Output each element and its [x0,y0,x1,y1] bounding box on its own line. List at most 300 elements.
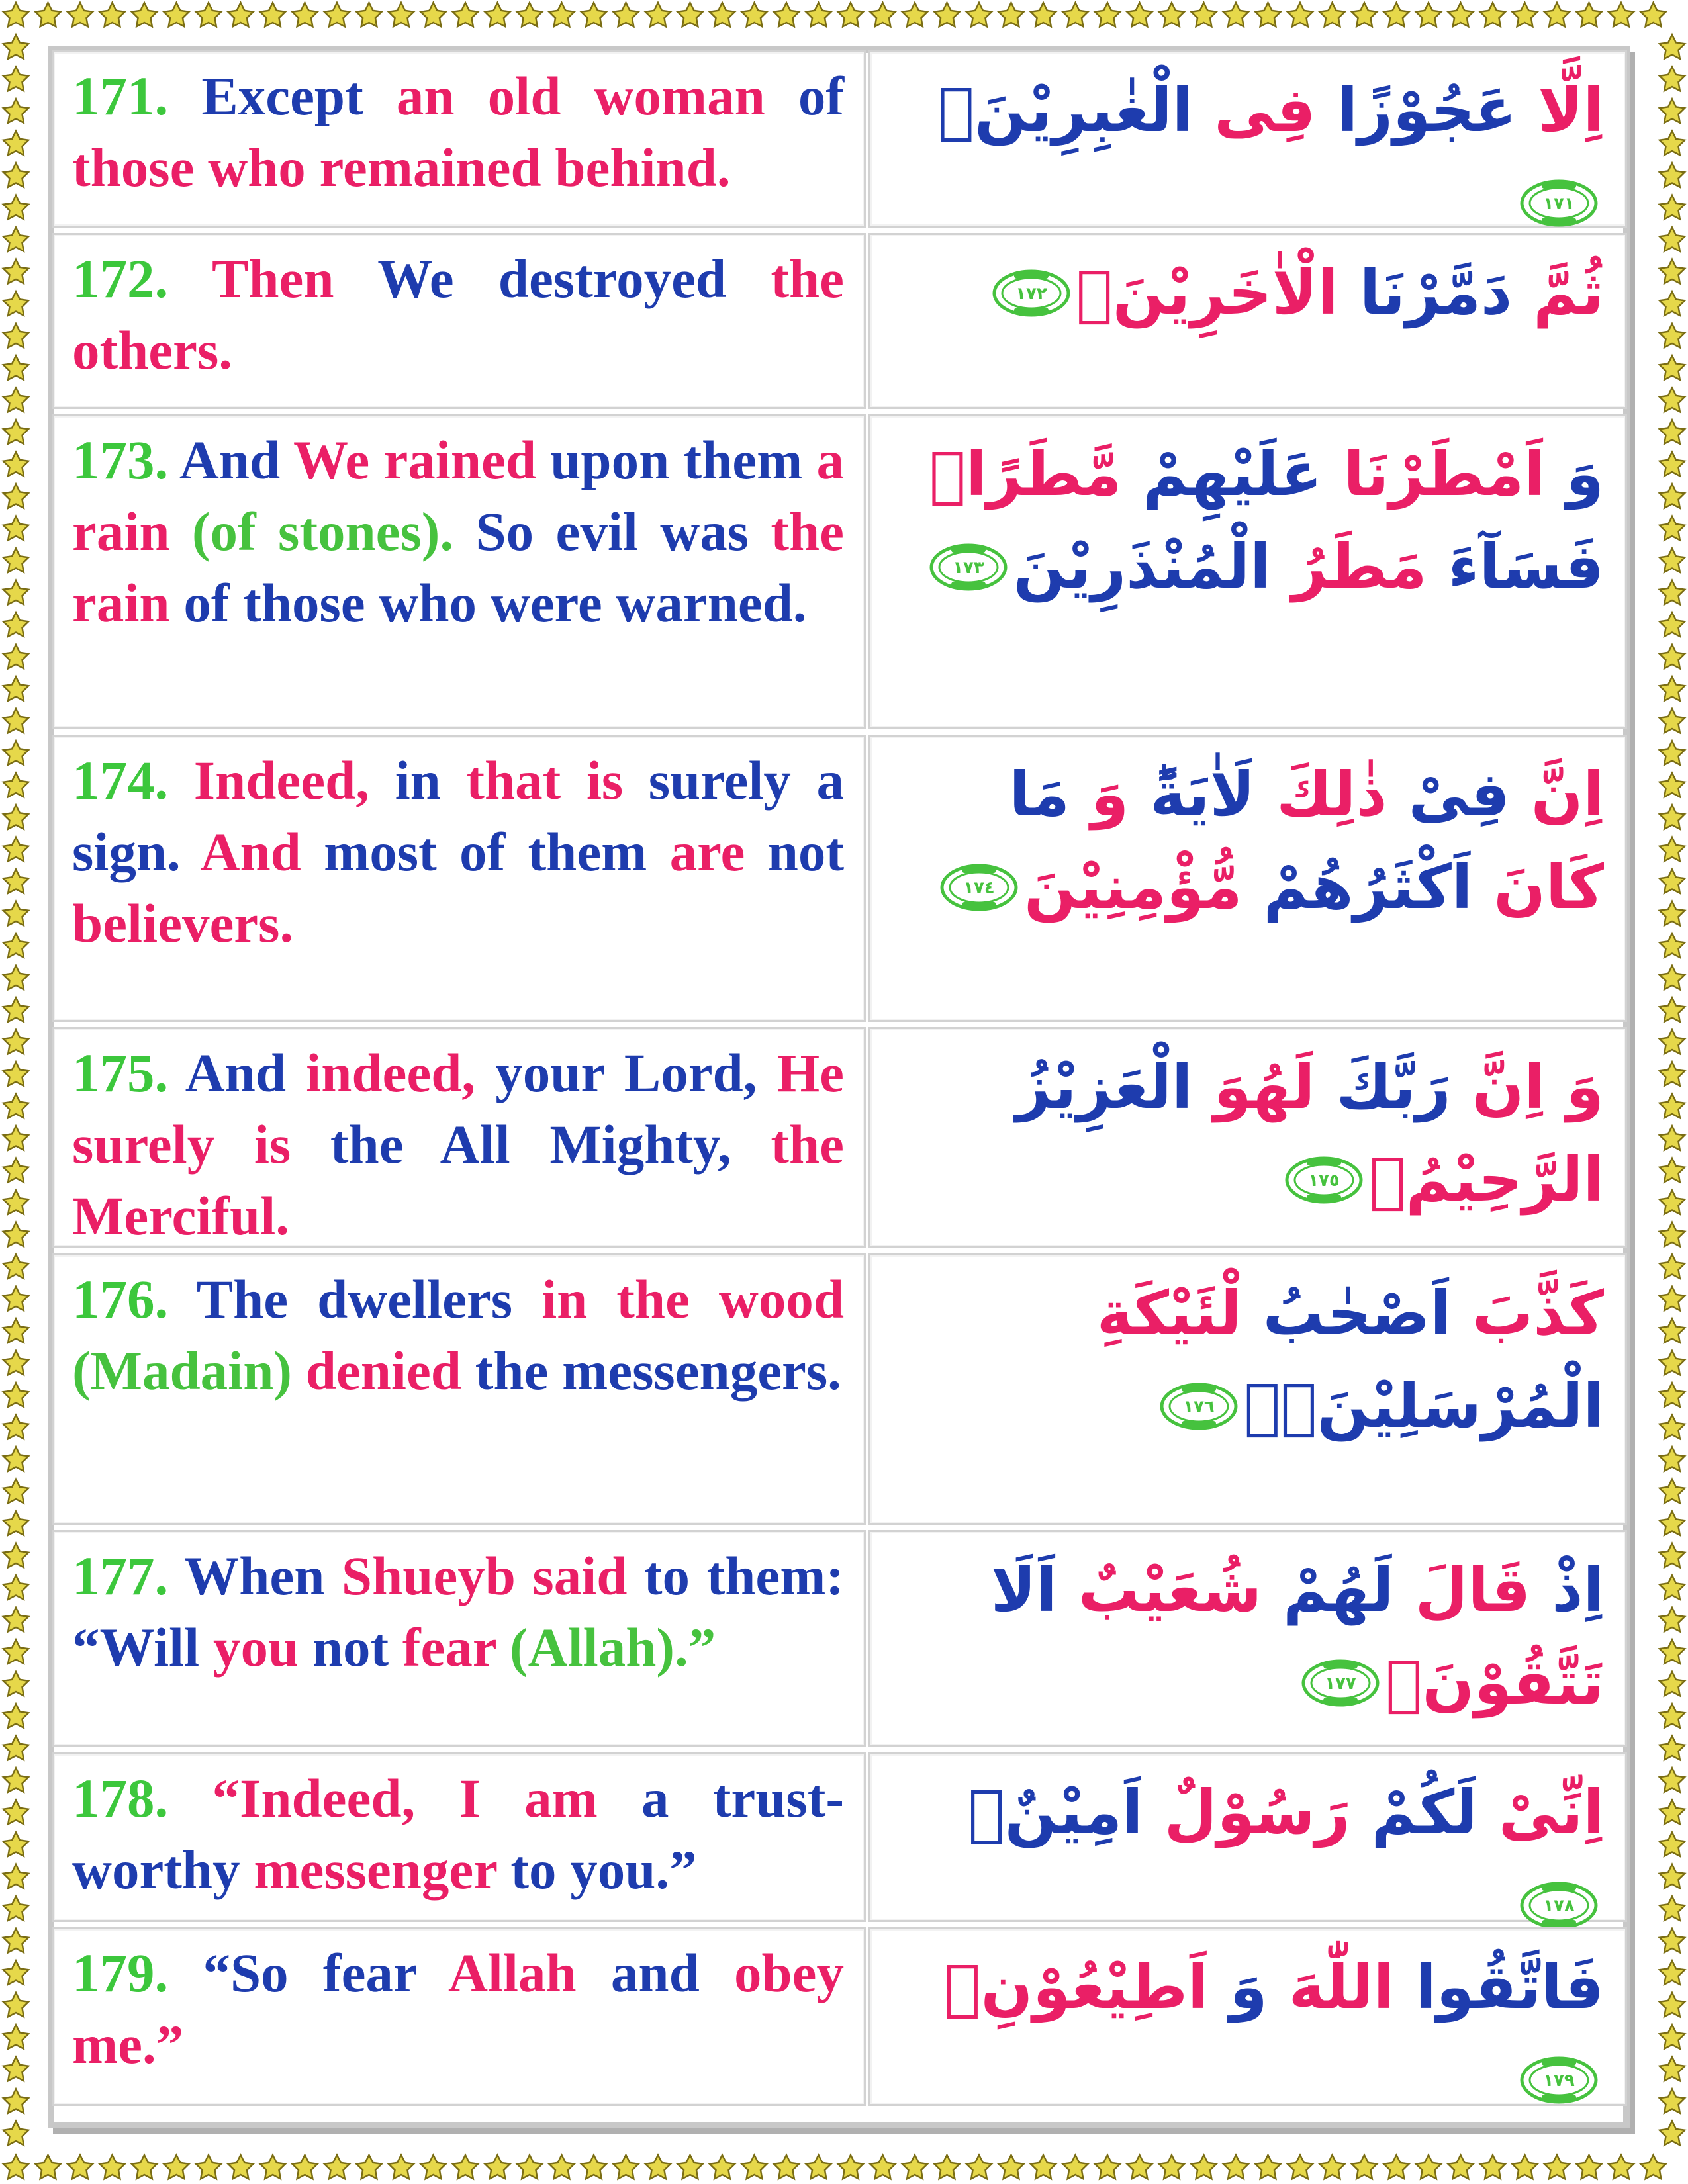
arabic-text: كَانَ [1472,852,1604,923]
arabic-text: الْمُنْذَرِیْنَ [1013,531,1271,602]
translation-text: “So fear [203,1942,448,2003]
translation-text: And [185,1042,306,1103]
border-star [1223,2155,1248,2179]
arabic-verse [868,50,1627,228]
border-star [1513,3,1538,26]
border-star [1660,934,1685,958]
translation-text: of [798,66,845,126]
verse-row [52,1027,1631,1253]
verse-row [52,414,1631,735]
border-star [549,3,575,26]
translation-text: Lord, [624,1042,777,1103]
border-star [935,2155,960,2179]
border-star [549,2155,575,2179]
border-star [357,3,382,26]
border-star [3,998,28,1022]
arabic-text: فِی [1193,75,1316,146]
border-star [196,2155,221,2179]
arabic-text: شُعَیْبٌ [1056,1555,1262,1625]
ayah-number-marker [1159,1364,1239,1457]
border-star [3,1640,28,1664]
arabic-text: تَتَّقُوْنَۚ [1385,1647,1604,1718]
border-star [260,2155,285,2179]
border-star [1031,2155,1056,2179]
verse-row [52,50,1631,233]
verse-row [52,1927,1631,2111]
border-star [1384,2155,1409,2179]
border-star [1660,1640,1685,1664]
border-star [421,3,446,26]
translation-text: worthy [72,1839,254,1900]
translation-text: And [179,430,293,490]
border-star [1095,3,1120,26]
border-star [935,3,960,26]
arabic-text: وَ [1544,439,1604,510]
border-star [1660,1030,1685,1054]
border-star [710,3,735,26]
border-star [3,1929,28,1952]
border-star [1660,1062,1685,1086]
border-star [3,549,28,572]
border-star [1660,1191,1685,1214]
border-star [1095,2155,1120,2179]
border-star [806,3,831,26]
border-star [1480,3,1505,26]
border-star [3,1319,28,1343]
translation-text: We destroyed [377,248,771,309]
border-star [1660,1447,1685,1471]
translation-text: upon [550,430,684,490]
border-star [3,870,28,893]
arabic-text: الْمُرْسَلِیْنَۚۖ [1244,1371,1604,1441]
border-star [3,2121,28,2145]
border-star [1660,1672,1685,1696]
border-star [614,3,639,26]
ayah-number-marker [939,845,1019,938]
arabic-text: لْئَیْكَةِ [1096,1278,1242,1349]
border-star [1660,1929,1685,1952]
border-star [1660,2025,1685,2049]
border-star [1660,549,1685,572]
translation-text: messenger [254,1839,511,1900]
translation-text: are [669,821,768,882]
translation-text: them: “Will [72,1545,844,1678]
arabic-text: فَاتَّقُوا [1394,1952,1604,2023]
border-star [902,3,927,26]
border-star [3,1255,28,1279]
translation-text: surely a sign. [72,750,844,882]
border-star [3,709,28,733]
translation-text: denied [305,1340,475,1401]
translation-text: who were warned. [379,572,807,633]
border-star [3,259,28,283]
border-star [3,163,28,187]
ayah-number: ١٧٦ [1183,1396,1215,1417]
border-star [3,1512,28,1535]
translation-text: Mighty, [549,1114,771,1175]
border-star [1031,3,1056,26]
border-star [3,356,28,380]
border-star [1660,292,1685,316]
translation-text: Except [201,66,397,126]
arabic-text: ذٰلِكَ [1255,759,1387,830]
border-star [228,2155,254,2179]
border-star [1577,2155,1602,2179]
border-star [999,2155,1024,2179]
translation-text: indeed, [306,1042,496,1103]
arabic-text: ثُمَّ [1512,257,1604,328]
arabic-text: لَكُمْ [1350,1777,1477,1848]
arabic-text: الْاٰخَرِیْنَۚ [1076,257,1338,328]
translation-text: 176. [72,1269,197,1330]
border-star [1660,1158,1685,1182]
border-star [3,484,28,508]
arabic-verse [868,1927,1627,2106]
translation-text: He surely is [72,1042,844,1175]
border-star [132,2155,157,2179]
translation-text: the rain [72,501,844,633]
translation-text: the All [330,1114,550,1175]
border-star [100,2155,125,2179]
translation-text: most of [324,821,528,882]
arabic-text: لَهُمْ [1262,1555,1394,1625]
border-star [1660,356,1685,380]
border-star [1641,2155,1666,2179]
border-star [3,67,28,91]
border-star [966,3,992,26]
arabic-text: وَ [1208,1952,1268,2023]
arabic-text: لَهُوَ [1192,1052,1315,1122]
border-star [1660,516,1685,540]
border-star [1660,324,1685,347]
translation-text: you [212,1617,312,1678]
border-star [1192,3,1217,26]
translation-text: in [395,750,467,811]
border-star [1660,998,1685,1022]
arabic-text: دَمَّرْنَا [1338,257,1513,328]
ayah-number: ١٧٥ [1308,1170,1340,1191]
translation-text: Then [212,248,378,309]
border-star [68,2155,93,2179]
border-star [1544,2155,1570,2179]
border-star [3,580,28,604]
border-star [3,452,28,476]
border-star [3,35,28,59]
arabic-text: اَصْحٰبُ [1241,1278,1451,1349]
arabic-text: الرَّحِیْمُ۠ [1369,1144,1604,1215]
border-star [3,741,28,765]
translation-text: When [184,1545,342,1606]
border-star [3,934,28,958]
arabic-text: مُّؤْمِنِیْنَ [1024,852,1243,923]
border-star [1660,99,1685,123]
ayah-number: ١٧٧ [1325,1673,1357,1694]
arabic-verse [868,735,1627,1022]
translation-text: Indeed, [193,750,395,811]
ayah-number: ١٧٤ [963,878,995,898]
border-star [581,3,606,26]
border-star [774,3,799,26]
border-star [3,1704,28,1728]
border-star [3,1800,28,1824]
border-star [1448,3,1474,26]
arabic-text: وَ [1070,759,1129,830]
border-star [1288,2155,1313,2179]
english-translation [52,233,866,409]
border-star [3,131,28,155]
translation-text: not [767,821,844,882]
border-star [581,2155,606,2179]
arabic-text: اَمِیْنٌۙ [968,1777,1143,1848]
border-star [1660,741,1685,765]
border-star [1660,420,1685,444]
border-star [1660,1351,1685,1375]
arabic-text: مَّطَرًاۚ [929,439,1122,510]
border-star [3,516,28,540]
translation-text: And [200,821,324,882]
ayah-number-marker [1301,1641,1380,1733]
border-star [3,2089,28,2113]
translation-text: to you.” [510,1839,697,1900]
border-star [1320,3,1345,26]
border-star [1063,2155,1088,2179]
border-star [1660,773,1685,797]
ayah-number-marker [1519,2038,1599,2130]
english-translation [52,1752,866,1922]
translation-text: 179. [72,1942,203,2003]
border-star [3,1736,28,1760]
border-star [3,420,28,444]
border-star [293,2155,318,2179]
border-star [1660,1608,1685,1631]
border-star [3,1543,28,1567]
border-star [1660,1222,1685,1246]
border-star [1660,1961,1685,1985]
arabic-text: قَالَ [1393,1555,1531,1625]
border-star [3,1126,28,1150]
arabic-text: اَلَا [990,1555,1057,1625]
border-star [3,1062,28,1086]
border-star [1448,2155,1474,2179]
border-star [1660,1415,1685,1439]
english-translation [52,735,866,1022]
translation-text: your [495,1042,624,1103]
border-star [3,1864,28,1888]
verse-row [52,233,1631,414]
arabic-text: وَ اِنَّ [1450,1052,1604,1122]
border-star [3,1961,28,1985]
verse-row [52,1253,1631,1530]
border-star [1223,3,1248,26]
arabic-text: اِلَّا [1516,75,1604,146]
arabic-text: اِنَّ [1509,759,1604,830]
arabic-text: عَجُوْزًا [1315,75,1517,146]
border-star [1660,1897,1685,1921]
border-star [1660,259,1685,283]
border-star [3,1993,28,2017]
arabic-text: مَا [1009,759,1070,830]
border-star [838,2155,863,2179]
translation-text: rained [383,430,551,490]
border-star [1660,966,1685,989]
border-star [678,2155,703,2179]
border-star [3,1768,28,1792]
translation-text: them [683,430,817,490]
border-star [3,388,28,412]
ayah-number: ١٧٩ [1543,2070,1575,2091]
border-star [3,292,28,316]
english-translation [52,414,866,729]
arabic-text: لَاٰیَةًؕ [1129,759,1256,830]
border-star [3,901,28,925]
border-star [645,2155,671,2179]
border-star [1660,2057,1685,2081]
verse-table [52,50,1631,2111]
verse-row [52,1752,1631,1927]
ayah-number: ١٧٨ [1543,1895,1575,1916]
border-star [1660,1287,1685,1310]
border-star [1660,1319,1685,1343]
translation-text: wood [718,1269,844,1330]
border-star [3,613,28,637]
arabic-text: الْعَزِیْزُ [1015,1052,1193,1122]
border-star [1660,1255,1685,1279]
translation-text: (of stones). [191,501,476,562]
border-star [517,3,542,26]
verse-row [52,1530,1631,1752]
border-star [710,2155,735,2179]
border-star [1660,2089,1685,2113]
border-star [1320,2155,1345,2179]
translation-text: a trust- [641,1768,844,1829]
arabic-text: اَمْطَرْنَا [1322,439,1545,510]
border-star [324,3,350,26]
arabic-verse [868,233,1627,409]
border-star [3,837,28,861]
border-star [742,2155,767,2179]
translation-text: a rain [72,430,845,562]
border-star [3,1191,28,1214]
translation-text: 173. [72,430,179,490]
border-star [3,2025,28,2049]
border-star [3,1833,28,1856]
border-star [1660,131,1685,155]
border-star [1660,1383,1685,1407]
border-star [357,2155,382,2179]
border-star [3,1672,28,1696]
border-star [1660,1736,1685,1760]
border-star [1256,2155,1281,2179]
arabic-text: فَسَآءَ [1427,531,1604,602]
arabic-text: اِذْ [1530,1555,1604,1625]
border-star [870,2155,896,2179]
arabic-text: كَذَّبَ [1450,1278,1604,1349]
border-star [1660,645,1685,668]
translation-text: 178. [72,1768,212,1829]
border-star [389,2155,414,2179]
translation-text: 177. [72,1545,185,1606]
border-star [3,1576,28,1600]
border-star [196,3,221,26]
border-star [1256,3,1281,26]
translation-text: believers. [72,893,294,954]
border-star [3,1351,28,1375]
border-star [1660,163,1685,187]
border-star [3,195,28,219]
border-star [1577,3,1602,26]
translation-text: the [475,1340,563,1401]
border-star [3,228,28,251]
border-star [453,2155,478,2179]
arabic-text: اَكْثَرُهُمْ [1242,852,1473,923]
border-star [1660,484,1685,508]
border-star [228,3,254,26]
border-star [3,1897,28,1921]
border-star [1609,2155,1634,2179]
border-star [1660,1543,1685,1567]
border-star [1660,195,1685,219]
border-star [3,1287,28,1310]
border-star [517,2155,542,2179]
translation-text: them [528,821,670,882]
ayah-number-marker [1284,1138,1364,1230]
arabic-text: فِیْ [1387,759,1510,830]
border-star [1416,3,1441,26]
arabic-text: اِنِّیْ [1477,1777,1604,1848]
border-star [324,2155,350,2179]
border-star [3,805,28,829]
border-star [3,645,28,668]
border-star [1660,901,1685,925]
translation-text: obey me.” [72,1942,844,2075]
translation-text: “Indeed, I am [212,1768,641,1829]
border-star [645,3,671,26]
border-star [1127,2155,1152,2179]
border-star [1660,1126,1685,1150]
border-star [1159,3,1184,26]
translation-text: 171. [72,66,202,126]
border-star [1352,3,1377,26]
translation-text: 175. [72,1042,185,1103]
border-star [902,2155,927,2179]
border-star [1660,1704,1685,1728]
arabic-text: اللّٰهَ [1267,1952,1395,2023]
border-star [1660,452,1685,476]
border-star [293,3,318,26]
translation-text: 172. [72,248,212,309]
translation-text: of those [183,572,379,633]
border-star [3,324,28,347]
border-star [164,2155,189,2179]
border-star [1544,3,1570,26]
border-star [3,1383,28,1407]
translation-text: the Merciful. [72,1114,845,1246]
border-star [774,2155,799,2179]
arabic-text: رَبَّكَ [1315,1052,1451,1122]
arabic-text: عَلَیْهِمْ [1121,439,1323,510]
translation-text: to [643,1545,707,1606]
border-star [3,1222,28,1246]
translation-text: that [466,750,586,811]
english-translation [52,1253,866,1525]
border-star [132,3,157,26]
border-star [999,3,1024,26]
border-star [1660,805,1685,829]
verse-row [52,735,1631,1027]
border-star [453,3,478,26]
border-star [3,1415,28,1439]
border-star [3,3,28,26]
